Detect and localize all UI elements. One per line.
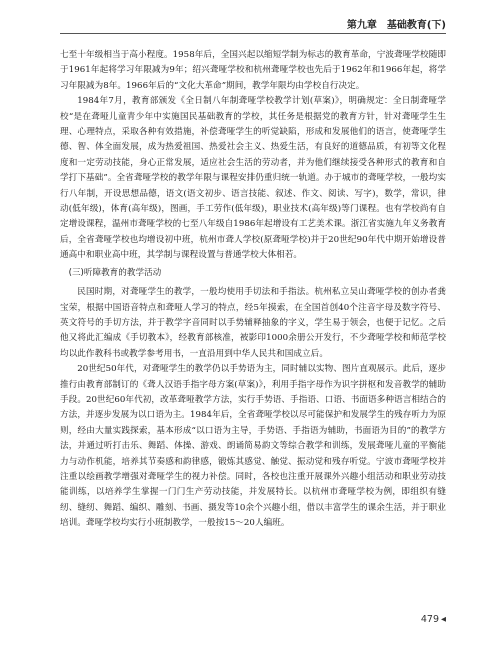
running-header: 第九章 基础教育(下) <box>346 20 446 31</box>
paragraph-1: 七至十年级相当于高小程度。1958年后，全国兴起以缩短学制为标志的教育革命，宁波聋哑学校随即于1961年起将学习年限减为9年；绍兴聋哑学校和杭州聋哑学校也先后于1962年和1966年起，将学习年限减为8年。1966年后的“文化大革命”期间，教学年限均由学校自行决定。 <box>60 50 446 91</box>
paragraph-4: 20世纪50年代，对聋哑学生的教学仍以手势语为主，同时辅以实物、图片直观展示。此后，逐步推行由教育部制订的《聋人汉语手指字母方案(草案)》，利用手指字母作为识字拼枢和发音教学的辅助手段。20世纪60年代初，改革聋哑教学方法，实行手势语、手指语、口语、书面语多种语言相结合的方法，并逐步发展为以口语为主。1984年后，全省聋哑学校以尽可能保护和发展学生的残存听力为原则，经由大量实践探索，基本形成“以口语为主导，手势语、手指语为辅助，书面语为目的”的教学方法，并通过听打击乐、舞蹈、体操、游戏、朗诵简易韵文等综合教学和训练，发展聋哑儿童的平衡能力与动作机能，培养其节奏感和韵律感，锻炼其感觉、触觉、振动觉和残存听觉。宁波市聋哑学校并注重以绘画教学增强对聋哑学生的视力补偿。同时，各校也注重开展课外兴趣小组活动和职业劳动技能训练，以培养学生掌握一门门生产劳动技能，并发展特长。以杭州市聋哑学校为例，即组织有缝纫、缝纫、舞蹈、编织、雕刻、书画、摄发等10余个兴趣小组，借以丰富学生的课余生活，并于职业培训。聋哑学校均实行小班制教学，一般按15～20人编班。 <box>60 364 446 529</box>
page-footer <box>421 614 446 625</box>
paragraph-3: 民国时期，对聋哑学生的教学，一般均使用手切法和手指法。杭州私立吴山聋哑学校的创办者龚宝荣，根据中国语音特点和聋哑人学习的特点，经5年摸索，在全国首创40个注音字母及数字符号、英文符号的手切方法，并于教学字音同时以手势辅释抽象的字义，学生易于领会，也便于记忆。之后他又将此汇编成《手切教本》，经教育部核准，被影印1000余册公开发行，不少聋哑学校和师范学校均以此作教科书或教学参考用书，一直沿用到中华人民共和国成立后。 <box>60 287 446 359</box>
page-number: 479 <box>420 614 439 625</box>
header-rule <box>60 33 446 34</box>
paragraph-2: 1984年7月，教育部颁发《全日制八年制聋哑学校教学计划(草案)》，明确规定：全日制聋哑学校“是在聋哑儿童青少年中实施国民基础教育的学校，其任务是根据党的教育方针，针对聋哑学生生理、心理特点，采取各种有效措施，补偿聋哑学生的听觉缺陷，形成和发展他们的语言，使聋哑学生德、智、体全面发展，成为热爱祖国、热爱社会主义、热爱生活，有良好的道德品质，有初等文化程度和一定劳动技能，身心正常发展，适应社会生活的劳动者，并为他们继续接受各种形式的教育和自学打下基础”。全省聋哑学校的教学年限与课程安排仍重归统一轨道。办于城市的聋哑学校，一般均实行八年制，开设思想品德，语文(语文初步、语言技能、叙述、作文、阅读、写字)，数学，常识，律动(低年级)，体育(高年级)，图画，手工劳作(低年级)，职业技术(高年级)等门课程。也有学校尚有自定增设课程，温州市聋哑学校的七至八年级自1986年起增设有工艺美术课。浙江省实施九年义务教育后，全省聋哑学校也均增设初中班，杭州市聋人学校(原聋哑学校)并于20世纪90年代中期开始增设普通高中和职业高中班，其学制与课程设置与普通学校大体相若。 <box>60 96 446 261</box>
body-text <box>60 48 446 532</box>
section-heading: (三)听障教育的教学活动 <box>68 267 162 278</box>
page-mark-icon: ◀ <box>441 615 446 623</box>
